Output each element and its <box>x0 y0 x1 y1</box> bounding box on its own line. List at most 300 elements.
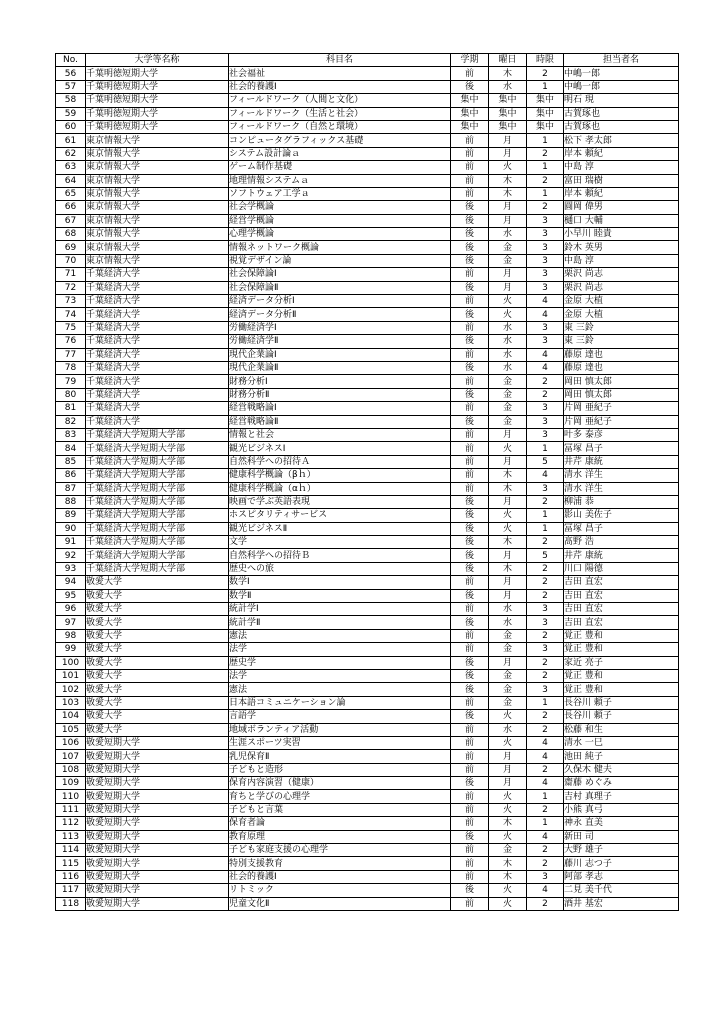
row-day: 木 <box>489 469 527 482</box>
table-row <box>56 134 679 147</box>
row-term: 後 <box>451 777 489 790</box>
row-no: 114 <box>56 844 86 857</box>
row-period: 3 <box>527 268 564 281</box>
row-period: 2 <box>527 669 564 682</box>
row-subject: 言語学 <box>229 710 451 723</box>
row-period: 2 <box>527 388 564 401</box>
row-term: 後 <box>451 509 489 522</box>
row-school: 千葉経済大学短期大学部 <box>86 428 229 441</box>
row-no: 74 <box>56 308 86 321</box>
row-no: 101 <box>56 669 86 682</box>
row-school: 敬愛短期大学 <box>86 857 229 870</box>
row-term: 後 <box>451 415 489 428</box>
row-period: 4 <box>527 830 564 843</box>
row-school: 千葉明徳短期大学 <box>86 80 229 93</box>
row-day: 月 <box>489 750 527 763</box>
row-no: 117 <box>56 884 86 897</box>
table-row <box>56 80 679 93</box>
row-term: 後 <box>451 669 489 682</box>
row-term: 前 <box>451 321 489 334</box>
row-no: 66 <box>56 201 86 214</box>
row-day: 金 <box>489 669 527 682</box>
table-row <box>56 723 679 736</box>
row-subject: 自然科学への招待Ａ <box>229 455 451 468</box>
header-school: 大学等名称 <box>86 54 229 67</box>
row-no: 97 <box>56 616 86 629</box>
row-subject: 憲法 <box>229 629 451 642</box>
row-subject: 児童文化Ⅱ <box>229 897 451 910</box>
row-day: 月 <box>489 214 527 227</box>
header-no: No. <box>56 54 86 67</box>
row-period: 2 <box>527 710 564 723</box>
row-subject: 歴史への旅 <box>229 562 451 575</box>
table-row <box>56 321 679 334</box>
row-school: 敬愛短期大学 <box>86 830 229 843</box>
row-period: 4 <box>527 884 564 897</box>
row-school: 敬愛短期大学 <box>86 803 229 816</box>
row-school: 千葉経済大学 <box>86 308 229 321</box>
table-row <box>56 67 679 80</box>
row-school: 敬愛大学 <box>86 576 229 589</box>
row-teacher: 酒井 基宏 <box>564 897 679 910</box>
table-row <box>56 268 679 281</box>
row-subject: 保育者論 <box>229 817 451 830</box>
row-subject: 心理学概論 <box>229 228 451 241</box>
row-no: 110 <box>56 790 86 803</box>
row-day: 火 <box>489 509 527 522</box>
row-day: 火 <box>489 830 527 843</box>
row-subject: 健康科学概論（αｈ） <box>229 482 451 495</box>
row-school: 東京情報大学 <box>86 174 229 187</box>
row-school: 敬愛大学 <box>86 629 229 642</box>
row-no: 76 <box>56 335 86 348</box>
table-row <box>56 361 679 374</box>
row-day: 水 <box>489 321 527 334</box>
row-day: 火 <box>489 884 527 897</box>
row-term: 集中 <box>451 120 489 133</box>
row-no: 68 <box>56 228 86 241</box>
row-school: 千葉経済大学短期大学部 <box>86 536 229 549</box>
row-no: 57 <box>56 80 86 93</box>
row-school: 東京情報大学 <box>86 254 229 267</box>
row-no: 65 <box>56 187 86 200</box>
row-day: 金 <box>489 254 527 267</box>
row-subject: 生涯スポーツ実習 <box>229 736 451 749</box>
row-school: 千葉経済大学短期大学部 <box>86 455 229 468</box>
row-no: 116 <box>56 870 86 883</box>
row-teacher: 中嶋一郎 <box>564 80 679 93</box>
row-teacher: 岸本 頼紀 <box>564 187 679 200</box>
row-term: 後 <box>451 241 489 254</box>
row-day: 金 <box>489 683 527 696</box>
row-day: 火 <box>489 736 527 749</box>
row-teacher: 東 三鈴 <box>564 321 679 334</box>
row-school: 敬愛大学 <box>86 710 229 723</box>
row-term: 後 <box>451 335 489 348</box>
table-row <box>56 790 679 803</box>
table-row <box>56 683 679 696</box>
table-row <box>56 536 679 549</box>
row-day: 水 <box>489 348 527 361</box>
row-period: 4 <box>527 469 564 482</box>
row-period: 2 <box>527 844 564 857</box>
table-row <box>56 763 679 776</box>
row-teacher: 神永 直美 <box>564 817 679 830</box>
row-school: 千葉明徳短期大学 <box>86 67 229 80</box>
row-school: 千葉経済大学短期大学部 <box>86 549 229 562</box>
row-teacher: 鈴木 英男 <box>564 241 679 254</box>
table-row <box>56 455 679 468</box>
row-teacher: 岸本 頼紀 <box>564 147 679 160</box>
table-row <box>56 509 679 522</box>
row-no: 64 <box>56 174 86 187</box>
table-row <box>56 254 679 267</box>
row-school: 千葉経済大学 <box>86 415 229 428</box>
row-teacher: 栗沢 尚志 <box>564 281 679 294</box>
row-subject: 映画で学ぶ英語表現 <box>229 495 451 508</box>
row-term: 前 <box>451 696 489 709</box>
row-school: 敬愛短期大学 <box>86 777 229 790</box>
row-day: 月 <box>489 763 527 776</box>
row-teacher: 藤原 達也 <box>564 348 679 361</box>
row-term: 前 <box>451 603 489 616</box>
table-row <box>56 696 679 709</box>
row-school: 千葉経済大学短期大学部 <box>86 469 229 482</box>
row-day: 月 <box>489 268 527 281</box>
row-term: 後 <box>451 281 489 294</box>
row-period: 4 <box>527 361 564 374</box>
row-term: 前 <box>451 857 489 870</box>
row-term: 前 <box>451 870 489 883</box>
row-period: 1 <box>527 522 564 535</box>
table-row <box>56 656 679 669</box>
row-term: 前 <box>451 161 489 174</box>
row-teacher: 藤原 達也 <box>564 361 679 374</box>
row-no: 91 <box>56 536 86 549</box>
row-day: 火 <box>489 308 527 321</box>
row-teacher: 圓岡 偉男 <box>564 201 679 214</box>
row-term: 後 <box>451 549 489 562</box>
row-subject: 地域ボランティア活動 <box>229 723 451 736</box>
row-term: 前 <box>451 897 489 910</box>
row-teacher: 井芹 康統 <box>564 455 679 468</box>
row-term: 前 <box>451 643 489 656</box>
table-row <box>56 120 679 133</box>
row-teacher: 古賀琢也 <box>564 120 679 133</box>
row-term: 前 <box>451 844 489 857</box>
row-period: 3 <box>527 241 564 254</box>
row-teacher: 片岡 亜紀子 <box>564 402 679 415</box>
row-day: 火 <box>489 803 527 816</box>
row-day: 集中 <box>489 120 527 133</box>
table-row <box>56 335 679 348</box>
row-school: 敬愛大学 <box>86 669 229 682</box>
row-term: 後 <box>451 683 489 696</box>
row-no: 62 <box>56 147 86 160</box>
row-teacher: 覚正 豊和 <box>564 669 679 682</box>
table-body <box>56 67 679 911</box>
row-subject: 特別支援教育 <box>229 857 451 870</box>
row-subject: 情報と社会 <box>229 428 451 441</box>
row-school: 敬愛短期大学 <box>86 736 229 749</box>
row-teacher: 岡田 慎太郎 <box>564 375 679 388</box>
row-no: 60 <box>56 120 86 133</box>
row-day: 月 <box>489 134 527 147</box>
row-no: 59 <box>56 107 86 120</box>
row-school: 千葉経済大学 <box>86 348 229 361</box>
row-day: 金 <box>489 241 527 254</box>
row-day: 木 <box>489 817 527 830</box>
row-subject: 統計学Ⅱ <box>229 616 451 629</box>
row-teacher: 二見 美千代 <box>564 884 679 897</box>
row-subject: 経済データ分析Ⅱ <box>229 308 451 321</box>
table-row <box>56 629 679 642</box>
row-no: 113 <box>56 830 86 843</box>
row-subject: フィールドワーク（生活と社会） <box>229 107 451 120</box>
row-term: 前 <box>451 375 489 388</box>
table-row <box>56 241 679 254</box>
row-subject: 社会学概論 <box>229 201 451 214</box>
header-day: 曜日 <box>489 54 527 67</box>
row-period: 4 <box>527 736 564 749</box>
table-row <box>56 201 679 214</box>
row-subject: 経営戦略論Ⅱ <box>229 415 451 428</box>
row-subject: 社会的養護Ⅰ <box>229 80 451 93</box>
row-no: 115 <box>56 857 86 870</box>
row-teacher: 影山 美佐子 <box>564 509 679 522</box>
table-row <box>56 428 679 441</box>
row-subject: フィールドワーク（自然と環境） <box>229 120 451 133</box>
row-no: 90 <box>56 522 86 535</box>
row-period: 3 <box>527 415 564 428</box>
row-school: 千葉経済大学短期大学部 <box>86 522 229 535</box>
row-period: 3 <box>527 616 564 629</box>
row-subject: 数学Ⅰ <box>229 576 451 589</box>
row-day: 金 <box>489 375 527 388</box>
row-no: 95 <box>56 589 86 602</box>
row-term: 後 <box>451 388 489 401</box>
row-term: 前 <box>451 817 489 830</box>
row-period: 1 <box>527 509 564 522</box>
row-day: 木 <box>489 536 527 549</box>
table-row <box>56 844 679 857</box>
table-row <box>56 549 679 562</box>
row-day: 水 <box>489 335 527 348</box>
row-school: 敬愛大学 <box>86 603 229 616</box>
table-row <box>56 415 679 428</box>
row-day: 金 <box>489 402 527 415</box>
row-day: 月 <box>489 281 527 294</box>
row-no: 102 <box>56 683 86 696</box>
table-row <box>56 830 679 843</box>
row-no: 71 <box>56 268 86 281</box>
row-period: 1 <box>527 161 564 174</box>
row-school: 千葉明徳短期大学 <box>86 107 229 120</box>
row-term: 前 <box>451 482 489 495</box>
header-teacher: 担当者名 <box>564 54 679 67</box>
row-period: 集中 <box>527 107 564 120</box>
row-teacher: 藤川 志つ子 <box>564 857 679 870</box>
row-period: 2 <box>527 201 564 214</box>
row-no: 86 <box>56 469 86 482</box>
row-period: 2 <box>527 375 564 388</box>
row-teacher: 髙野 浩 <box>564 536 679 549</box>
row-subject: 子どもと言葉 <box>229 803 451 816</box>
row-period: 3 <box>527 228 564 241</box>
table-row <box>56 803 679 816</box>
row-term: 後 <box>451 80 489 93</box>
row-period: 3 <box>527 870 564 883</box>
row-teacher: 松藤 和生 <box>564 723 679 736</box>
row-teacher: 長谷川 頼子 <box>564 696 679 709</box>
row-no: 112 <box>56 817 86 830</box>
row-day: 水 <box>489 361 527 374</box>
row-term: 前 <box>451 147 489 160</box>
row-school: 東京情報大学 <box>86 161 229 174</box>
row-school: 東京情報大学 <box>86 134 229 147</box>
table-row <box>56 562 679 575</box>
row-school: 千葉明徳短期大学 <box>86 94 229 107</box>
row-period: 4 <box>527 308 564 321</box>
row-term: 後 <box>451 589 489 602</box>
row-period: 1 <box>527 790 564 803</box>
table-row <box>56 495 679 508</box>
row-teacher: 金原 大植 <box>564 308 679 321</box>
row-day: 月 <box>489 495 527 508</box>
row-teacher: 叶多 泰彦 <box>564 428 679 441</box>
row-teacher: 中嶋一郎 <box>564 67 679 80</box>
row-term: 前 <box>451 736 489 749</box>
row-teacher: 井芹 康統 <box>564 549 679 562</box>
row-period: 2 <box>527 723 564 736</box>
row-no: 94 <box>56 576 86 589</box>
row-day: 木 <box>489 67 527 80</box>
row-day: 火 <box>489 161 527 174</box>
table-row <box>56 870 679 883</box>
row-period: 4 <box>527 750 564 763</box>
row-school: 敬愛短期大学 <box>86 790 229 803</box>
row-school: 東京情報大学 <box>86 214 229 227</box>
row-period: 2 <box>527 589 564 602</box>
table-row <box>56 228 679 241</box>
row-school: 千葉経済大学 <box>86 281 229 294</box>
row-day: 月 <box>489 777 527 790</box>
row-teacher: 小熊 真弓 <box>564 803 679 816</box>
row-period: 2 <box>527 803 564 816</box>
row-school: 千葉経済大学 <box>86 268 229 281</box>
row-period: 3 <box>527 683 564 696</box>
row-teacher: 栗沢 尚志 <box>564 268 679 281</box>
row-term: 後 <box>451 884 489 897</box>
row-teacher: 清水 洋生 <box>564 469 679 482</box>
row-term: 前 <box>451 763 489 776</box>
row-term: 後 <box>451 830 489 843</box>
row-teacher: 久保木 健夫 <box>564 763 679 776</box>
row-term: 後 <box>451 562 489 575</box>
table-row <box>56 857 679 870</box>
row-teacher: 中島 淳 <box>564 161 679 174</box>
row-teacher: 吉田 直宏 <box>564 589 679 602</box>
row-term: 後 <box>451 495 489 508</box>
row-day: 金 <box>489 696 527 709</box>
row-school: 千葉経済大学 <box>86 295 229 308</box>
row-day: 火 <box>489 710 527 723</box>
row-term: 前 <box>451 348 489 361</box>
table-row <box>56 469 679 482</box>
row-subject: 現代企業論Ⅰ <box>229 348 451 361</box>
row-subject: 法学 <box>229 643 451 656</box>
row-term: 前 <box>451 442 489 455</box>
row-day: 木 <box>489 187 527 200</box>
row-no: 75 <box>56 321 86 334</box>
row-teacher: 柳浦 恭 <box>564 495 679 508</box>
row-term: 集中 <box>451 107 489 120</box>
row-subject: 社会保障論Ⅱ <box>229 281 451 294</box>
row-no: 84 <box>56 442 86 455</box>
course-table <box>55 53 679 911</box>
row-period: 3 <box>527 321 564 334</box>
row-term: 後 <box>451 228 489 241</box>
row-term: 前 <box>451 723 489 736</box>
table-row <box>56 603 679 616</box>
row-day: 金 <box>489 643 527 656</box>
header-period: 時限 <box>527 54 564 67</box>
row-no: 77 <box>56 348 86 361</box>
row-subject: 財務分析Ⅰ <box>229 375 451 388</box>
row-subject: ホスピタリティサービス <box>229 509 451 522</box>
row-teacher: 吉田 直宏 <box>564 616 679 629</box>
row-period: 集中 <box>527 94 564 107</box>
row-period: 集中 <box>527 120 564 133</box>
row-day: 水 <box>489 228 527 241</box>
row-day: 木 <box>489 562 527 575</box>
row-subject: フィールドワーク（人間と文化） <box>229 94 451 107</box>
row-day: 木 <box>489 870 527 883</box>
row-school: 千葉経済大学 <box>86 375 229 388</box>
row-term: 前 <box>451 790 489 803</box>
table-row <box>56 442 679 455</box>
row-day: 木 <box>489 482 527 495</box>
row-period: 3 <box>527 643 564 656</box>
row-period: 2 <box>527 67 564 80</box>
row-subject: コンピュータグラフィックス基礎 <box>229 134 451 147</box>
row-period: 5 <box>527 455 564 468</box>
row-period: 3 <box>527 335 564 348</box>
row-term: 前 <box>451 295 489 308</box>
row-term: 前 <box>451 174 489 187</box>
row-day: 月 <box>489 201 527 214</box>
row-day: 月 <box>489 589 527 602</box>
table-row <box>56 522 679 535</box>
row-school: 千葉経済大学 <box>86 361 229 374</box>
row-day: 月 <box>489 455 527 468</box>
row-no: 107 <box>56 750 86 763</box>
row-subject: 文学 <box>229 536 451 549</box>
row-teacher: 東 三鈴 <box>564 335 679 348</box>
row-subject: 教育原理 <box>229 830 451 843</box>
table-row <box>56 388 679 401</box>
row-day: 火 <box>489 897 527 910</box>
table-row <box>56 402 679 415</box>
row-period: 2 <box>527 857 564 870</box>
row-teacher: 富田 瑞樹 <box>564 174 679 187</box>
row-subject: 憲法 <box>229 683 451 696</box>
row-teacher: 清水 洋生 <box>564 482 679 495</box>
row-period: 2 <box>527 576 564 589</box>
row-school: 千葉経済大学短期大学部 <box>86 562 229 575</box>
table-row <box>56 295 679 308</box>
row-school: 敬愛大学 <box>86 643 229 656</box>
